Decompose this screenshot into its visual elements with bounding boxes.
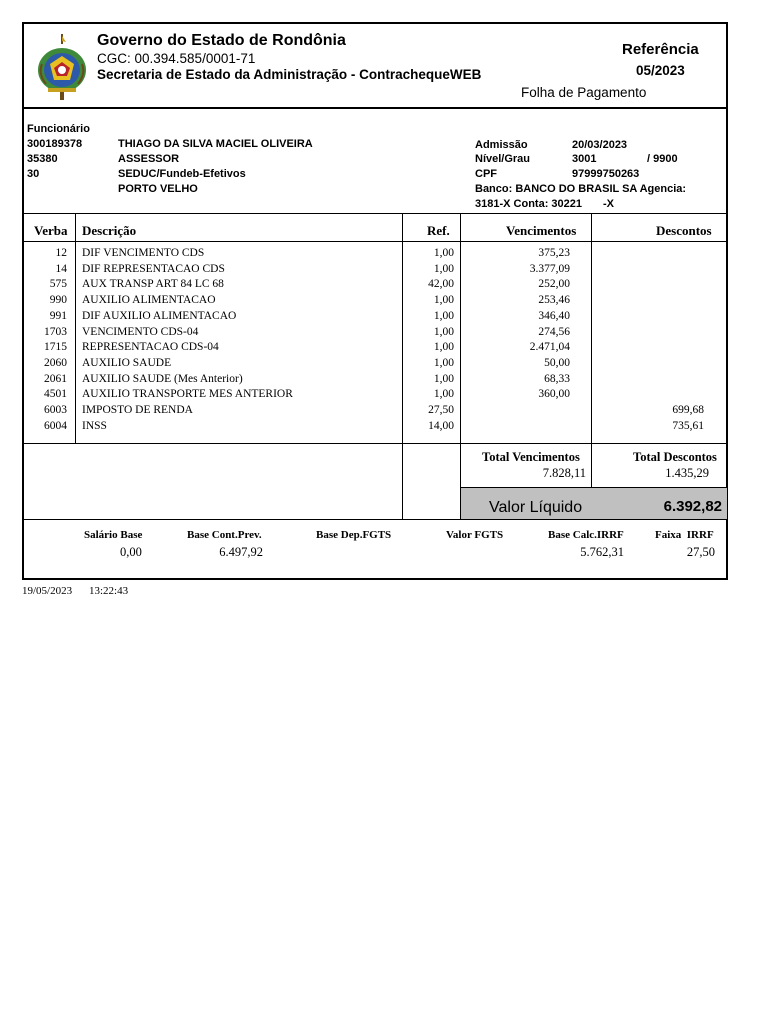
total-vencimentos-label: Total Vencimentos <box>482 450 580 464</box>
row-vencimento: 253,46 <box>538 294 570 307</box>
row-descricao: DIF AUXILIO ALIMENTACAO <box>82 309 237 322</box>
nivel-value: 3001 <box>572 153 597 165</box>
row-verba: 1703 <box>44 325 67 338</box>
row-ref: 42,00 <box>428 278 454 291</box>
total-descontos-value: 1.435,29 <box>665 466 709 480</box>
row-vencimento: 68,33 <box>544 372 570 385</box>
nivel-label: Nível/Grau <box>475 153 531 165</box>
header-subtitle: Secretaria de Estado da Administração - ContrachequeWEB <box>97 67 482 82</box>
row-ref: 1,00 <box>433 341 454 354</box>
col-header-descricao: Descrição <box>82 223 137 238</box>
base-calc-irrf-label: Base Calc.IRRF <box>548 529 624 541</box>
row-descricao: AUXILIO SAUDE (Mes Anterior) <box>82 372 243 385</box>
row-ref: 27,50 <box>428 404 454 416</box>
footer-date: 19/05/2023 <box>22 585 73 597</box>
col-header-descontos: Descontos <box>656 223 712 238</box>
row-verba: 6003 <box>44 404 67 416</box>
table-row <box>0 293 768 309</box>
header-divider <box>22 107 728 109</box>
employee-name: THIAGO DA SILVA MACIEL OLIVEIRA <box>118 138 313 150</box>
banco-value: Banco: BANCO DO BRASIL SA Agencia: <box>475 183 687 195</box>
row-descricao: AUX TRANSP ART 84 LC 68 <box>82 278 224 291</box>
col-header-ref: Ref. <box>427 223 450 238</box>
row-verba: 575 <box>49 278 67 291</box>
row-vencimento: 2.471,04 <box>529 341 570 354</box>
employee-code2: 35380 <box>27 153 58 165</box>
table-row <box>0 309 768 325</box>
cpf-label: CPF <box>475 168 497 180</box>
conta-value: 3181-X Conta: 30221 <box>475 198 582 210</box>
row-vencimento: 360,00 <box>538 388 570 401</box>
row-ref: 14,00 <box>428 419 454 432</box>
table-body-divider <box>22 443 728 444</box>
row-descricao: AUXILIO TRANSPORTE MES ANTERIOR <box>82 388 293 401</box>
coat-of-arms-icon <box>36 34 88 100</box>
valor-liquido-label: Valor Líquido <box>489 499 583 516</box>
row-vencimento: 3.377,09 <box>529 262 570 275</box>
employee-lotacao: SEDUC/Fundeb-Efetivos <box>118 168 246 180</box>
table-row <box>0 246 768 262</box>
faixa-irrf-label: Faixa IRRF <box>655 529 714 541</box>
row-ref: 1,00 <box>433 388 454 401</box>
base-cont-prev-label: Base Cont.Prev. <box>187 529 262 541</box>
employee-matricula: 300189378 <box>27 138 83 150</box>
table-row <box>0 262 768 278</box>
row-desconto: 699,68 <box>672 404 704 416</box>
employee-cargo: ASSESSOR <box>118 153 180 165</box>
row-verba: 6004 <box>44 419 67 432</box>
table-row <box>0 277 768 293</box>
row-ref: 1,00 <box>433 294 454 307</box>
table-row <box>0 325 768 341</box>
folha-label: Folha de Pagamento <box>521 85 647 100</box>
table-row <box>0 372 768 388</box>
referencia-value: 05/2023 <box>636 63 685 78</box>
row-verba: 2060 <box>44 356 67 369</box>
row-verba: 4501 <box>44 388 67 401</box>
totals-divider <box>22 519 728 520</box>
row-vencimento: 252,00 <box>538 278 570 291</box>
table-header-divider <box>22 241 728 242</box>
employee-section-label: Funcionário <box>27 123 90 135</box>
table-row <box>0 356 768 372</box>
row-vencimento: 375,23 <box>538 247 570 259</box>
footer-time: 13:22:43 <box>89 585 129 597</box>
row-ref: 1,00 <box>433 247 454 259</box>
row-ref: 1,00 <box>433 262 454 275</box>
row-descricao: VENCIMENTO CDS-04 <box>82 325 199 338</box>
row-verba: 991 <box>49 309 67 322</box>
row-ref: 1,00 <box>433 372 454 385</box>
table-row <box>0 340 768 356</box>
header-cgc: CGC: 00.394.585/0001-71 <box>97 51 256 66</box>
row-descricao: REPRESENTACAO CDS-04 <box>82 341 219 354</box>
header-title: Governo do Estado de Rondônia <box>97 32 346 49</box>
row-vencimento: 50,00 <box>544 356 570 369</box>
conta-dv: -X <box>603 198 614 210</box>
base-cont-prev-value: 6.497,92 <box>219 545 263 559</box>
valor-fgts-label: Valor FGTS <box>446 529 504 541</box>
total-descontos-label: Total Descontos <box>633 450 717 464</box>
row-verba: 12 <box>55 247 67 259</box>
row-verba: 2061 <box>44 372 67 385</box>
row-descricao: DIF VENCIMENTO CDS <box>82 247 205 259</box>
total-vencimentos-value: 7.828,11 <box>542 466 586 480</box>
valor-liquido-value: 6.392,82 <box>663 498 722 515</box>
row-vencimento: 274,56 <box>538 325 570 338</box>
table-row <box>0 387 768 403</box>
base-dep-fgts-label: Base Dep.FGTS <box>316 529 392 541</box>
row-descricao: INSS <box>82 419 107 432</box>
faixa-irrf-value: 27,50 <box>686 545 715 559</box>
salario-base-label: Salário Base <box>84 529 143 541</box>
row-ref: 1,00 <box>433 356 454 369</box>
base-calc-irrf-value: 5.762,31 <box>580 545 624 559</box>
row-verba: 1715 <box>44 341 67 354</box>
table-row <box>0 403 768 419</box>
grau-value: / 9900 <box>647 153 678 165</box>
referencia-label: Referência <box>622 41 699 58</box>
row-verba: 990 <box>49 294 67 307</box>
cpf-value: 97999750263 <box>572 168 640 180</box>
row-ref: 1,00 <box>433 325 454 338</box>
employee-divider <box>22 213 728 214</box>
row-descricao: DIF REPRESENTACAO CDS <box>82 262 225 275</box>
col-header-verba: Verba <box>34 223 68 238</box>
table-row <box>0 419 768 435</box>
employee-code3: 30 <box>27 168 40 180</box>
row-desconto: 735,61 <box>672 419 704 432</box>
admissao-label: Admissão <box>475 139 528 151</box>
salario-base-value: 0,00 <box>120 545 142 559</box>
employee-cidade: PORTO VELHO <box>118 183 198 195</box>
row-ref: 1,00 <box>433 309 454 322</box>
admissao-value: 20/03/2023 <box>572 139 628 151</box>
row-verba: 14 <box>55 262 67 275</box>
row-descricao: AUXILIO ALIMENTACAO <box>82 294 216 307</box>
row-descricao: AUXILIO SAUDE <box>82 356 172 369</box>
row-vencimento: 346,40 <box>538 309 570 322</box>
row-descricao: IMPOSTO DE RENDA <box>82 404 193 416</box>
col-header-vencimentos: Vencimentos <box>506 223 577 238</box>
